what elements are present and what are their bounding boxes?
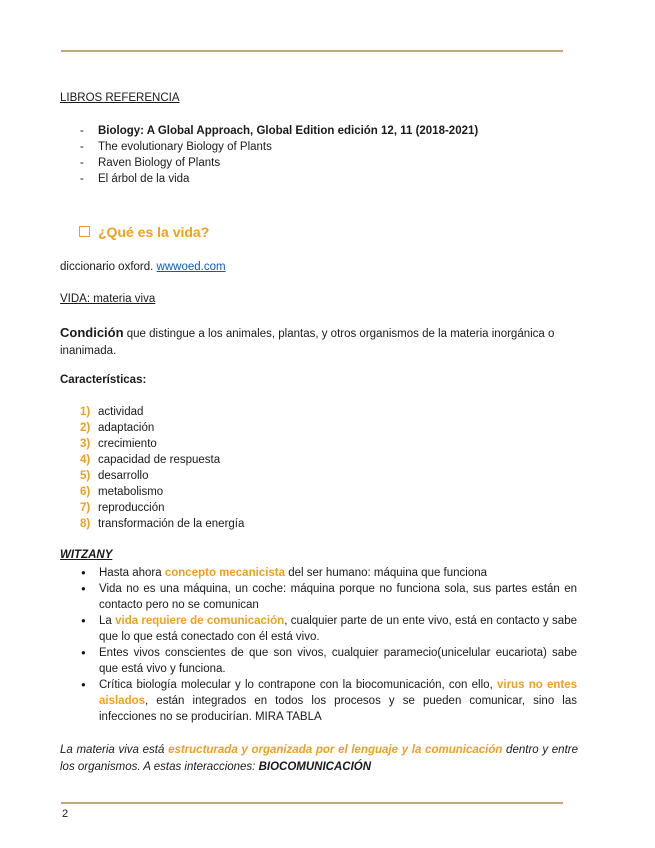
witzany-list [81,565,577,725]
condicion-paragraph: Condición que distingue a los animales, plantas, y otros organismos de la materia inorgánica o inanimada. [60,325,555,357]
list-item: 5) desarrollo [80,470,149,482]
page-number: 2 [62,808,69,820]
list-item: 4) capacidad de respuesta [80,454,221,466]
books-list [80,123,478,187]
list-item: ● Vida no es una máquina, un coche: máquina porque no funciona sola, sus partes están en contacto pero no se comunican [81,581,577,613]
section-heading: ¿Qué es la vida? [79,224,209,240]
bottom-rule [61,802,563,804]
dictionary-line: diccionario oxford. wwwoed.com [60,261,226,273]
oed-link[interactable]: wwwoed.com [156,261,226,273]
list-item: ● La vida requiere de comunicación, cualquier parte de un ente vivo, está en contacto y sabe que lo que está conectado con él está vivo. [81,613,577,645]
list-item: - Biology: A Global Approach, Global Edition edición 12, 11 (2018-2021) [80,123,478,139]
list-item: - The evolutionary Biology of Plants [80,139,478,155]
top-rule [61,50,563,52]
list-item: 3) crecimiento [80,438,157,450]
conclusion-paragraph: La materia viva está estructurada y organizada por el lenguaje y la comunicación dentro y entre los organismos. A estas interacciones: BIOCOMUNICACIÓN [60,744,578,773]
witzany-title: WITZANY [60,549,113,561]
list-item: 1) actividad [80,406,144,418]
vida-label: VIDA: materia viva [60,293,156,305]
libros-referencia-title: LIBROS REFERENCIA [60,92,180,104]
list-item: 7) reproducción [80,502,165,514]
list-item: - Raven Biology of Plants [80,155,478,171]
list-item: 6) metabolismo [80,486,164,498]
caracteristicas-list [80,404,244,532]
caracteristicas-title: Características: [60,374,147,386]
list-item: 8) transformación de la energía [80,518,245,530]
list-item: - El árbol de la vida [80,171,478,187]
list-item: ● Hasta ahora concepto mecanicista del ser humano: máquina que funciona [81,565,577,581]
list-item: ● Crítica biología molecular y lo contrapone con la biocomunicación, con ello, virus no entes aislados, están integrados en todos los procesos y se pueden comunicar, sino las infecciones no se producirían. MIRA TABLA [81,677,577,725]
checkbox-icon[interactable] [79,226,90,237]
list-item: ● Entes vivos conscientes de que son vivos, cualquier paramecio(unicelular eucariota) sabe que está vivo y funciona. [81,645,577,677]
list-item: 2) adaptación [80,422,155,434]
